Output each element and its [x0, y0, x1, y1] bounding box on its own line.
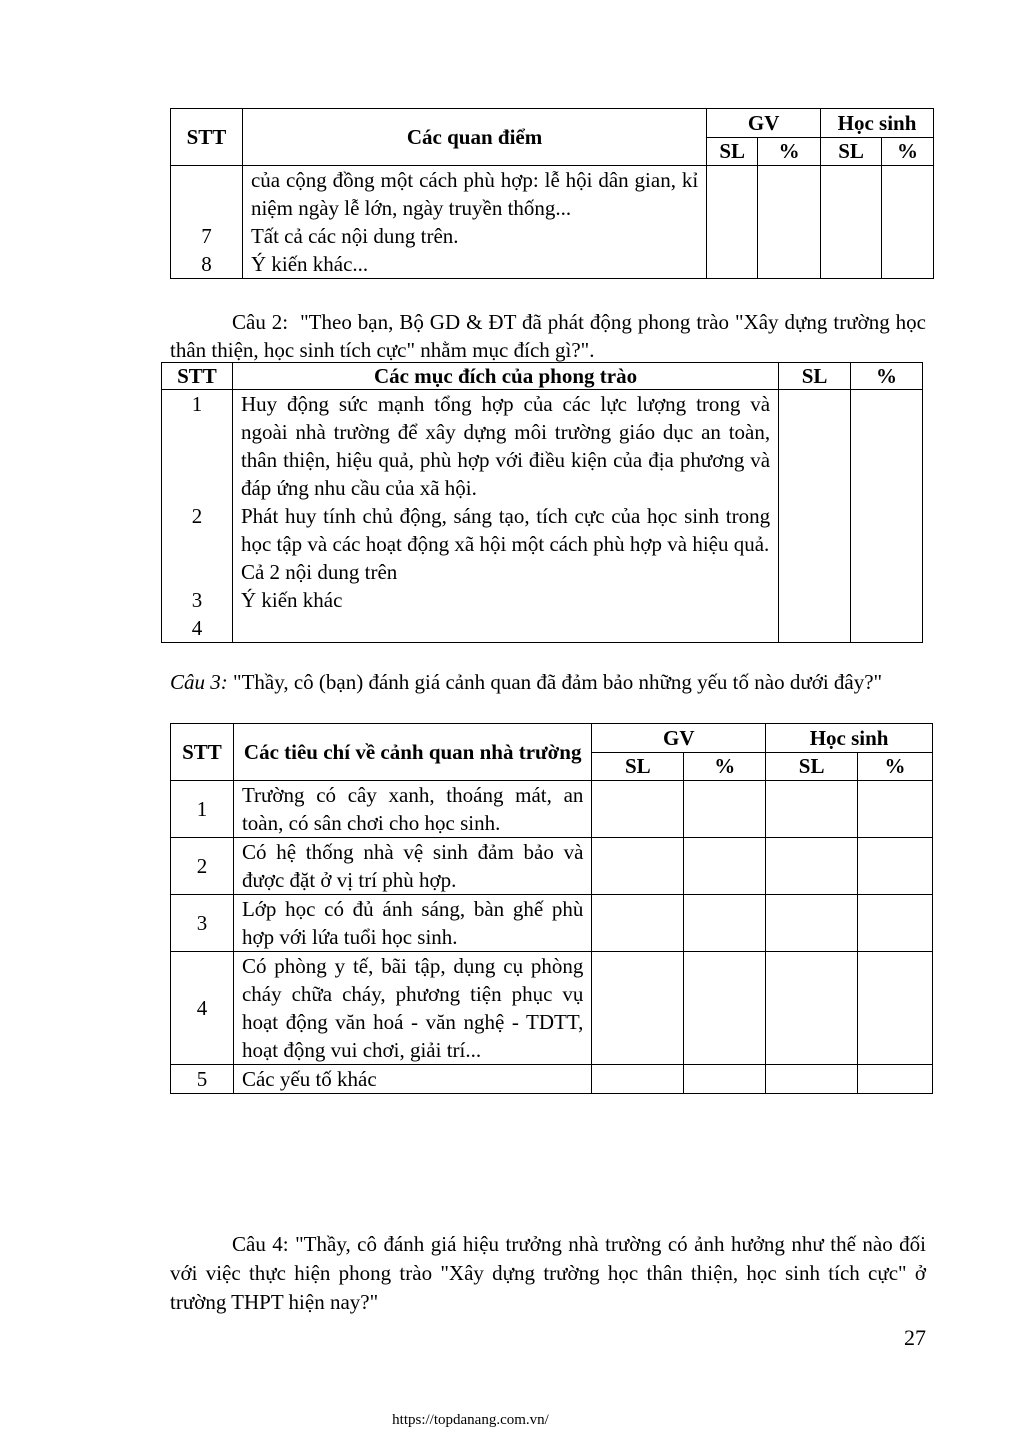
header-tieu-chi: Các tiêu chí về cảnh quan nhà trường: [233, 724, 591, 781]
row-text: Có hệ thống nhà vệ sinh đảm bảo và được đặt ở vị trí phù hợp.: [233, 838, 591, 895]
header-hoc-sinh: Học sinh: [821, 109, 934, 138]
question-3-text: "Thầy, cô (bạn) đánh giá cảnh quan đã đảm bảo những yếu tố nào dưới đây?": [233, 670, 883, 694]
stt-cell: 1: [171, 781, 234, 838]
header-stt: STT: [171, 109, 243, 166]
stt-cell: 5: [171, 1065, 234, 1094]
header-hs-sl: SL: [821, 138, 882, 166]
header-stt: STT: [162, 363, 233, 390]
question-2-label: Câu 2:: [232, 310, 289, 334]
header-stt: STT: [171, 724, 234, 781]
table-row: [171, 838, 933, 895]
question-3-label: Câu 3:: [170, 670, 228, 694]
stt-cell: 7: [201, 224, 212, 248]
table-row: [171, 952, 933, 1065]
table-row: [171, 781, 933, 838]
table-muc-dich: [161, 362, 923, 643]
header-quan-diem: Các quan điểm: [242, 109, 706, 166]
question-3: [170, 668, 926, 696]
header-hs-pct: %: [858, 753, 933, 781]
question-4: Câu 4: "Thầy, cô đánh giá hiệu trưởng nhà trường có ảnh hưởng như thế nào đối với việc thực hiện phong trào "Xây dựng trường học thân thiện, học sinh tích cực" ở trường THPT hiện nay?": [170, 1232, 926, 1314]
header-sl: SL: [779, 363, 851, 390]
question-2-text: "Theo bạn, Bộ GD & ĐT đã phát động phong trào "Xây dựng trường học thân thiện, học sinh tích cực" nhằm mục đích gì?".: [170, 310, 926, 362]
header-hoc-sinh: Học sinh: [766, 724, 933, 753]
continued-text: của cộng đồng một cách phù hợp: lễ hội dân gian, kỉ niệm ngày lễ lớn, ngày truyền thống...: [250, 168, 699, 220]
header-gv-pct: %: [758, 138, 821, 166]
header-gv-pct: %: [684, 753, 766, 781]
header-gv-sl: SL: [592, 753, 684, 781]
row-text: Phát huy tính chủ động, sáng tạo, tích cực của học sinh trong học tập và các hoạt động xã hội một cách phù hợp và hiệu quả.: [240, 504, 771, 556]
stt-cell: 4: [171, 952, 234, 1065]
stt-cell: 8: [201, 252, 212, 276]
content-column: [242, 166, 706, 279]
table-tieu-chi: [170, 723, 933, 1094]
table-row: [171, 1065, 933, 1094]
row-text: Ý kiến khác: [240, 588, 343, 612]
table-row: [171, 895, 933, 952]
stt-cell: 3: [171, 895, 234, 952]
table-row: [162, 390, 923, 643]
row-text: Cả 2 nội dung trên: [240, 560, 398, 584]
stt-cell: 4: [191, 616, 203, 640]
header-muc-dich: Các mục đích của phong trào: [232, 363, 778, 390]
header-pct: %: [851, 363, 923, 390]
footer-url: https://topdanang.com.vn/: [392, 1412, 549, 1428]
header-gv: GV: [592, 724, 766, 753]
stt-cell: 2: [171, 838, 234, 895]
header-gv: GV: [707, 109, 821, 138]
question-2: [170, 308, 926, 364]
table-quan-diem: [170, 108, 934, 279]
header-gv-sl: SL: [707, 138, 758, 166]
row-text: Lớp học có đủ ánh sáng, bàn ghế phù hợp với lứa tuổi học sinh.: [233, 895, 591, 952]
row-text: Trường có cây xanh, thoáng mát, an toàn, có sân chơi cho học sinh.: [233, 781, 591, 838]
stt-cell: 1: [191, 392, 203, 416]
stt-cell: 2: [191, 504, 203, 528]
page-number: 27: [904, 1325, 926, 1350]
row-text: Có phòng y tế, bãi tập, dụng cụ phòng cháy chữa cháy, phương tiện phục vụ hoạt động văn hoá - văn nghệ - TDTT, hoạt động vui chơi, giải trí...: [233, 952, 591, 1065]
row-text: Các yếu tố khác: [233, 1065, 591, 1094]
stt-cell: 3: [191, 588, 203, 612]
stt-column: [171, 166, 243, 279]
row-text: Huy động sức mạnh tổng hợp của các lực lượng trong và ngoài nhà trường để xây dựng môi trường giáo dục an toàn, thân thiện, hiệu quả, phù hợp với điều kiện của địa phương và đáp ứng nhu cầu của xã hội.: [240, 392, 771, 500]
content-column: [232, 390, 778, 643]
stt-column: [162, 390, 233, 643]
header-hs-sl: SL: [766, 753, 858, 781]
table-row: [171, 166, 934, 279]
row-text: Tất cả các nội dung trên.: [250, 224, 459, 248]
header-hs-pct: %: [882, 138, 934, 166]
row-text: Ý kiến khác...: [250, 252, 369, 276]
